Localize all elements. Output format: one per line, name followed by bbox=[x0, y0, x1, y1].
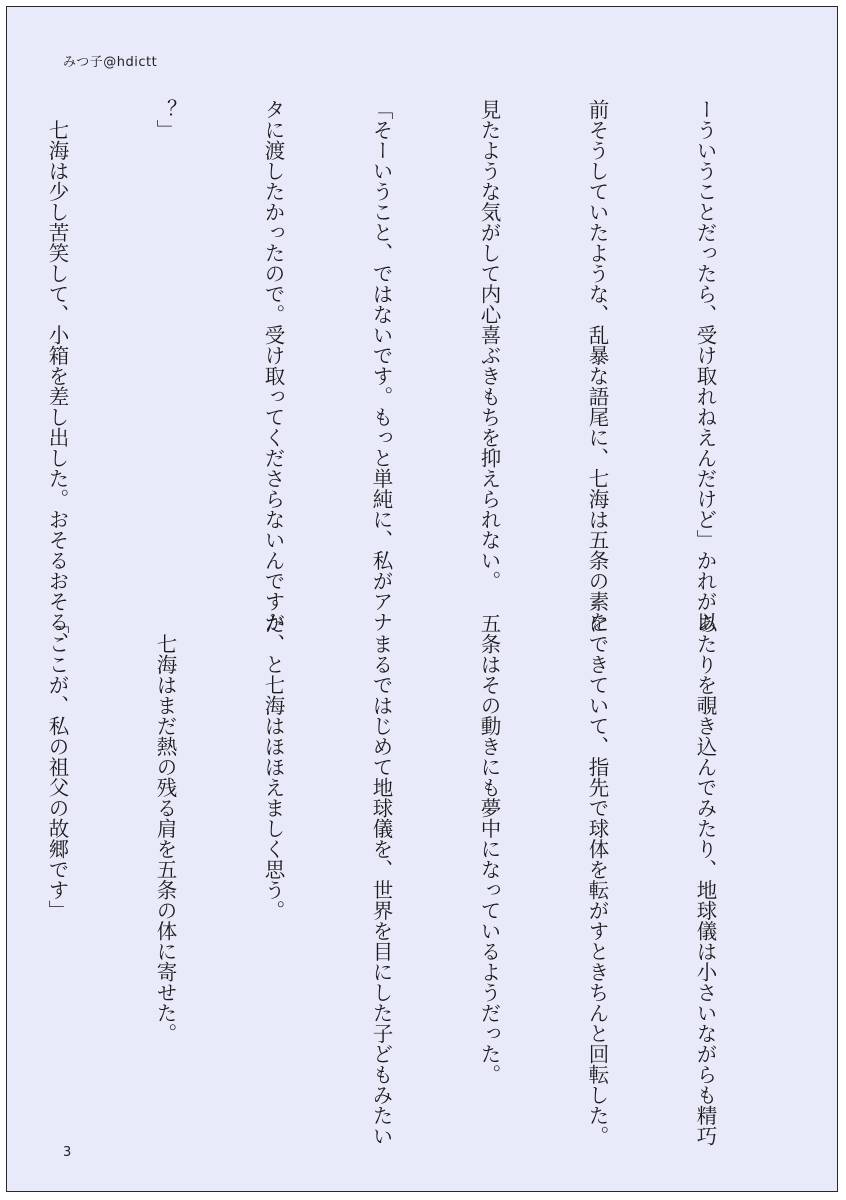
text-line: 「そーいうこと、ではないです。もっと単純に、私がアナ bbox=[369, 99, 393, 632]
text-line: ？」 bbox=[153, 99, 177, 140]
text-line: ーういうことだったら、受け取れねえんだけど」かれが以 bbox=[693, 99, 717, 632]
text-line: 「ここが、私の祖父の故郷です」 bbox=[45, 613, 69, 921]
author-name: みつ子@hdictt bbox=[63, 55, 158, 70]
text-line: まるではじめて地球儀を、世界を目にした子どもみたい bbox=[369, 613, 393, 1146]
text-line: あたりを覗き込んでみたり、地球儀は小さいながらも精巧 bbox=[693, 613, 717, 1146]
text-line: にできていて、指先で球体を転がすときちんと回転した。 bbox=[585, 613, 609, 1146]
text-line: 五条はその動きにも夢中になっているようだった。 bbox=[477, 613, 501, 1085]
page-number: 3 bbox=[63, 1145, 72, 1160]
text-line: 見たような気がして内心喜ぶきもちを抑えられない。 bbox=[477, 99, 501, 591]
text-line: だ、と七海はほほえましく思う。 bbox=[261, 613, 285, 921]
text-line: 七海は少し苦笑して、小箱を差し出した。おそるおそる、 bbox=[45, 99, 69, 653]
lower-text-block bbox=[45, 613, 795, 1146]
upper-text-block bbox=[45, 99, 795, 653]
text-line: 七海はまだ熱の残る肩を五条の体に寄せた。 bbox=[153, 613, 177, 1044]
text-line: 前そうしていたような、乱暴な語尾に、七海は五条の素を bbox=[585, 99, 609, 632]
text-line: タに渡したかったので。受け取ってくださらないんですか bbox=[261, 99, 285, 632]
page bbox=[6, 6, 838, 1192]
